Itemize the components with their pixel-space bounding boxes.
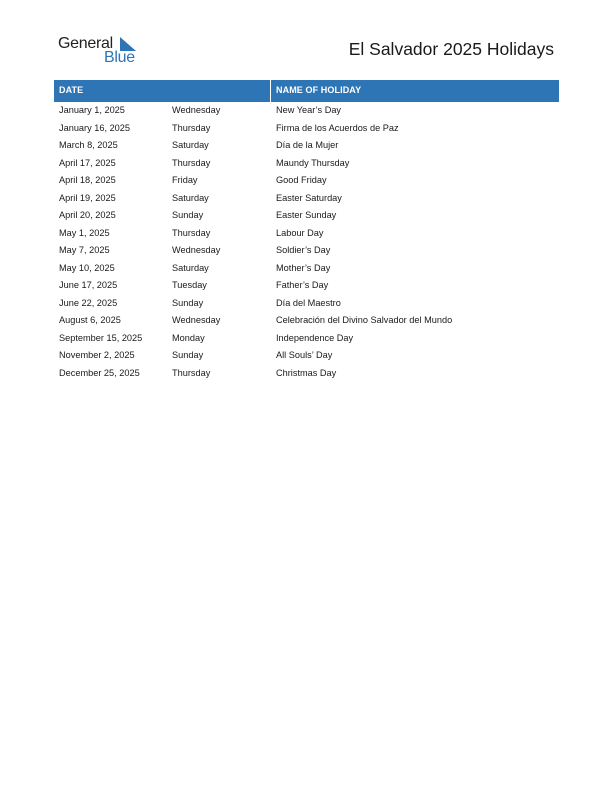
holiday-weekday: Thursday <box>172 227 211 238</box>
holiday-date: June 22, 2025 <box>59 297 118 308</box>
holiday-weekday: Wednesday <box>172 105 221 115</box>
holiday-weekday: Sunday <box>172 297 204 308</box>
holiday-name: Día de la Mujer <box>276 140 339 150</box>
table-row <box>54 155 559 173</box>
holiday-weekday: Thursday <box>172 157 211 168</box>
table-row <box>54 190 559 208</box>
holiday-date: April 17, 2025 <box>59 157 116 168</box>
header-divider <box>270 80 271 102</box>
table-header <box>54 80 559 102</box>
table-row <box>54 102 559 120</box>
table-row <box>54 295 559 313</box>
holiday-date: May 10, 2025 <box>59 262 115 273</box>
holiday-name: All Souls’ Day <box>276 350 333 360</box>
holiday-weekday: Wednesday <box>172 245 221 255</box>
holiday-date: December 25, 2025 <box>59 367 140 378</box>
holiday-name: New Year’s Day <box>276 105 342 115</box>
holiday-date: March 8, 2025 <box>59 140 118 150</box>
column-header-date: DATE <box>59 85 84 95</box>
holiday-name: Easter Saturday <box>276 192 342 203</box>
holiday-name: Independence Day <box>276 332 354 343</box>
holiday-weekday: Friday <box>172 175 198 185</box>
holiday-name: Día del Maestro <box>276 297 341 308</box>
holiday-name: Firma de los Acuerdos de Paz <box>276 122 399 133</box>
holiday-date: January 16, 2025 <box>59 122 131 133</box>
holiday-date: May 7, 2025 <box>59 245 110 255</box>
table-row <box>54 312 559 330</box>
holiday-date: September 15, 2025 <box>59 332 143 343</box>
table-row <box>54 172 559 190</box>
holiday-date: June 17, 2025 <box>59 280 118 290</box>
holiday-weekday: Monday <box>172 332 205 343</box>
holiday-date: November 2, 2025 <box>59 350 135 360</box>
holiday-name: Maundy Thursday <box>276 157 350 168</box>
table-row <box>54 277 559 295</box>
holiday-weekday: Thursday <box>172 122 211 133</box>
holiday-weekday: Thursday <box>172 367 211 378</box>
holiday-table-body <box>54 102 559 382</box>
table-row <box>54 365 559 383</box>
logo-text-blue: Blue <box>104 49 135 66</box>
holiday-date: January 1, 2025 <box>59 105 125 115</box>
holiday-name: Easter Sunday <box>276 210 337 220</box>
holiday-name: Christmas Day <box>276 367 337 378</box>
table-row <box>54 120 559 138</box>
holiday-name: Celebración del Divino Salvador del Mundo <box>276 315 453 325</box>
holiday-name: Father’s Day <box>276 280 329 290</box>
holiday-weekday: Tuesday <box>172 280 207 290</box>
holiday-weekday: Saturday <box>172 140 209 150</box>
table-row <box>54 260 559 278</box>
table-row <box>54 137 559 155</box>
holiday-name: Good Friday <box>276 175 327 185</box>
holiday-weekday: Saturday <box>172 192 209 203</box>
table-row <box>54 242 559 260</box>
table-row <box>54 347 559 365</box>
holiday-name: Soldier’s Day <box>276 245 331 255</box>
holiday-date: August 6, 2025 <box>59 315 121 325</box>
holiday-name: Mother’s Day <box>276 262 331 273</box>
column-header-holiday-name: NAME OF HOLIDAY <box>276 85 362 95</box>
logo-text-general: General <box>58 35 113 52</box>
holiday-date: April 20, 2025 <box>59 210 116 220</box>
holiday-date: April 19, 2025 <box>59 192 116 203</box>
holiday-weekday: Sunday <box>172 350 204 360</box>
table-row <box>54 330 559 348</box>
table-row <box>54 207 559 225</box>
holiday-date: May 1, 2025 <box>59 227 110 238</box>
generalblue-logo <box>58 34 148 68</box>
holiday-weekday: Wednesday <box>172 315 221 325</box>
holiday-weekday: Saturday <box>172 262 209 273</box>
holiday-date: April 18, 2025 <box>59 175 116 185</box>
table-row <box>54 225 559 243</box>
page-title: El Salvador 2025 Holidays <box>348 39 554 59</box>
holiday-weekday: Sunday <box>172 210 204 220</box>
holiday-name: Labour Day <box>276 227 324 238</box>
